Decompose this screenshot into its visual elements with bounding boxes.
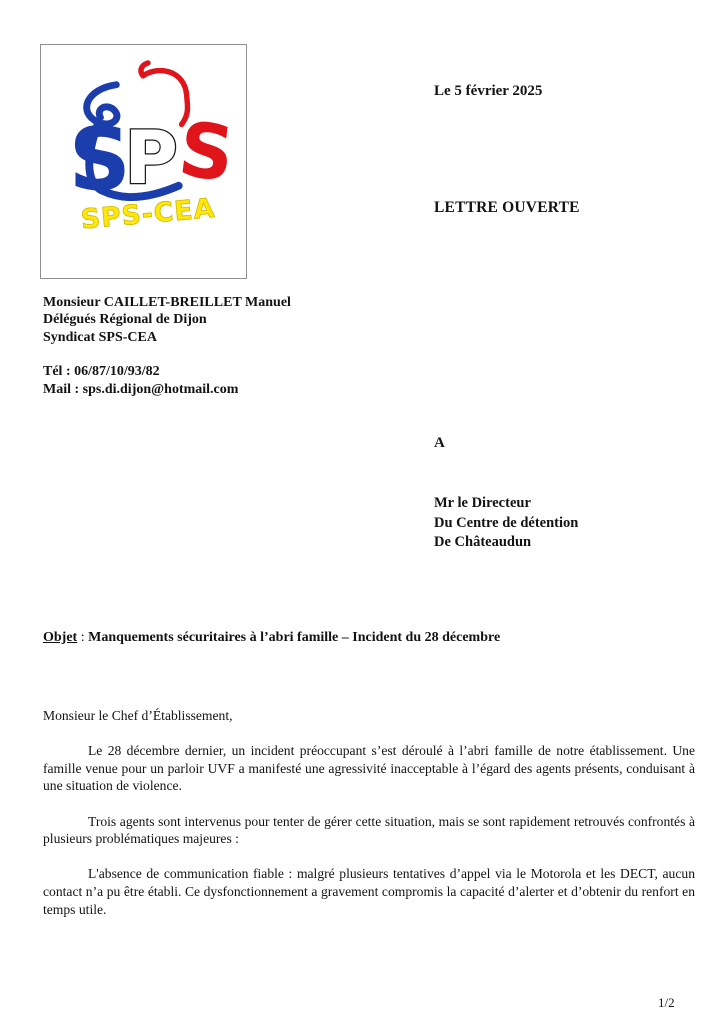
logo-caption: SPS-CEA <box>79 192 217 236</box>
logo-letter-s-blue: S <box>68 110 131 211</box>
sender-name: Monsieur CAILLET-BREILLET Manuel <box>43 295 291 310</box>
subject-label: Objet <box>43 630 78 645</box>
sender-role: Délégués Régional de Dijon <box>43 312 207 328</box>
recipient-to-mark: A <box>434 435 445 451</box>
sender-email: Mail : sps.di.dijon@hotmail.com <box>43 381 239 397</box>
body-paragraph: Trois agents sont intervenus pour tenter de gérer cette situation, mais se sont rapidement retrouvés confrontés à plusieurs problématiques majeures : <box>43 813 695 847</box>
subject-line <box>43 630 703 646</box>
recipient-line: De Châteaudun <box>434 534 532 550</box>
sender-block <box>43 294 291 398</box>
logo-letter-p: P <box>124 115 178 201</box>
logo-letter-s-red: S <box>174 104 239 199</box>
body-paragraph: L'absence de communication fiable : malgré plusieurs tentatives d’appel via le Motorola et les DECT, aucun contact n’a pu être établi. Ce dysfonctionnement a gravement compromis la capacité d’alerter et d’obtenir du renfort en temps utile. <box>43 866 695 917</box>
sps-logo-graphic <box>41 45 246 278</box>
sender-organization: Syndicat SPS-CEA <box>43 329 157 345</box>
letter-type-heading: LETTRE OUVERTE <box>434 199 580 216</box>
recipient-line: Du Centre de détention <box>434 514 579 531</box>
letter-body <box>43 707 695 936</box>
sender-phone: Tél : 06/87/10/93/82 <box>43 364 160 380</box>
subject-text: Manquements sécuritaires à l’abri famille – Incident du 28 décembre <box>88 630 501 645</box>
body-paragraph: Le 28 décembre dernier, un incident préoccupant s’est déroulé à l’abri famille de notre établissement. Une famille venue pour un parloir UVF a manifesté une agressivité inacceptable à l’égard des agents présents, conduisant à une situation de violence. <box>43 743 695 794</box>
recipient-block <box>434 494 578 553</box>
subject-separator: : <box>77 630 89 645</box>
salutation: Monsieur le Chef d’Établissement, <box>43 708 233 723</box>
page-number: 1/2 <box>658 995 675 1010</box>
sps-cea-logo <box>40 44 247 279</box>
letter-date: Le 5 février 2025 <box>434 83 543 99</box>
recipient-line: Mr le Directeur <box>434 495 531 511</box>
